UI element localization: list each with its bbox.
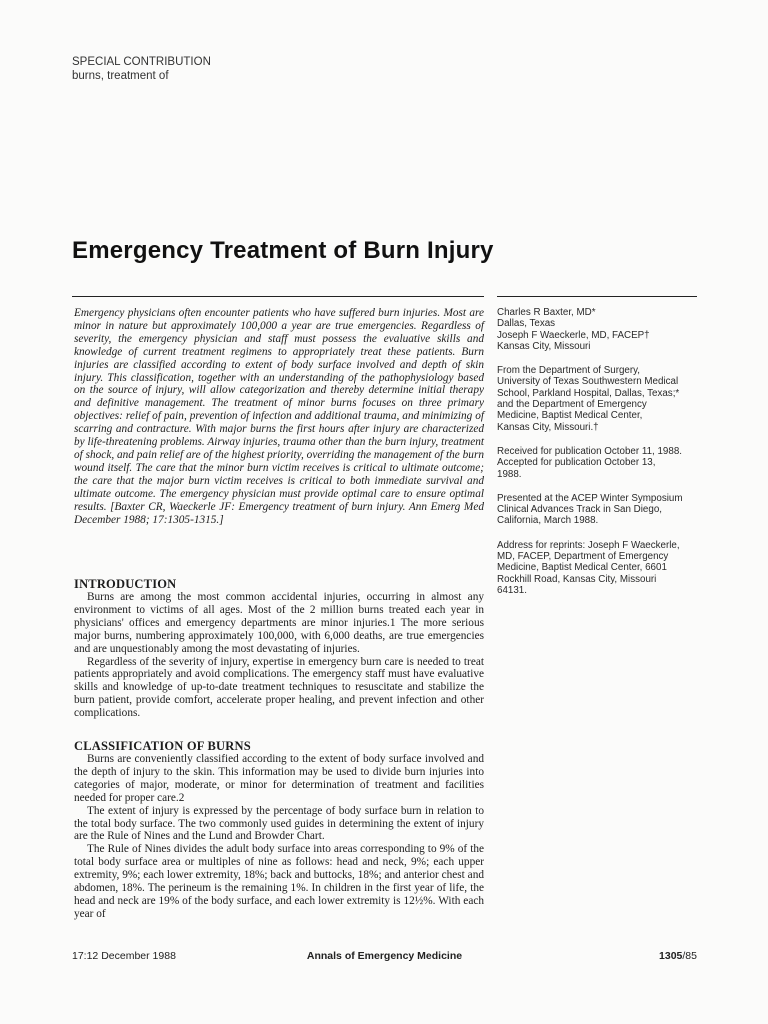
affiliation-note (497, 365, 707, 433)
affiliation-line: From the Department of Surgery, (497, 365, 641, 377)
reprints-line: 64131. (497, 584, 527, 596)
sidebar (497, 307, 707, 609)
article-title: Emergency Treatment of Burn Injury (72, 237, 494, 264)
title-rule-sidebar (497, 296, 697, 297)
section-kicker: SPECIAL CONTRIBUTION (72, 56, 211, 68)
affiliation-line: University of Texas Southwestern Medical (497, 376, 679, 388)
presented-line: Clinical Advances Track in San Diego, (497, 504, 662, 516)
affiliation-line: School, Parkland Hospital, Dallas, Texas;* (497, 387, 680, 399)
paragraph: The Rule of Nines divides the adult body surface into areas corresponding to 9% of the total body surface area or multiples of nine as follows: head and neck, 9%; each upper extremity, 9%; each lower extremity, 18%; back and buttocks, 18%; and anterior chest and abdomen, 18%. The perineum is the remaining 1%. In children in the first year of life, the head and neck are 19% of the body surface, and each lower extremity is 12½%. With each year of (74, 843, 484, 920)
footer-issue: 17:12 December 1988 (72, 950, 176, 962)
reprints-line: Medicine, Baptist Medical Center, 6601 (497, 562, 667, 574)
publication-dates (497, 446, 707, 480)
author-line: Dallas, Texas (497, 318, 556, 330)
page-number-suffix: /85 (682, 950, 697, 962)
affiliation-line: Medicine, Baptist Medical Center, (497, 410, 643, 422)
page-footer (72, 950, 697, 964)
main-column (74, 307, 484, 526)
reprints-address (497, 540, 707, 596)
footer-journal: Annals of Emergency Medicine (306, 950, 463, 962)
author-list (497, 307, 707, 352)
affiliation-line: Kansas City, Missouri.† (497, 421, 599, 433)
page-number: 1305 (659, 950, 683, 962)
section-body-classification (74, 753, 484, 921)
reprints-line: MD, FACEP, Department of Emergency (497, 551, 669, 563)
section-subkicker: burns, treatment of (72, 70, 169, 82)
footer-page-number (659, 950, 697, 962)
dates-line: Accepted for publication October 13, (497, 457, 656, 469)
affiliation-line: and the Department of Emergency (497, 399, 647, 411)
reprints-line: Rockhill Road, Kansas City, Missouri (497, 573, 657, 585)
reprints-line: Address for reprints: Joseph F Waeckerle, (497, 539, 680, 551)
presented-line: Presented at the ACEP Winter Symposium (497, 492, 683, 504)
section-label (72, 55, 211, 83)
title-rule-main (72, 296, 484, 297)
section-body-introduction (74, 591, 484, 720)
author-line: Charles R Baxter, MD* (497, 307, 596, 318)
dates-line: Received for publication October 11, 1988. (497, 445, 682, 457)
presentation-note (497, 493, 707, 527)
section-heading-classification: CLASSIFICATION OF BURNS (74, 739, 251, 753)
presented-line: California, March 1988. (497, 515, 599, 527)
author-line: Kansas City, Missouri (497, 340, 591, 352)
paragraph: The extent of injury is expressed by the percentage of body surface burn in relation to the total body surface. The two commonly used guides in determining the extent of injury are the Rule of Nines and the Lund and Browder Chart. (74, 804, 484, 843)
section-heading-introduction: INTRODUCTION (74, 577, 177, 591)
paragraph: Burns are conveniently classified according to the extent of body surface involved and the depth of injury to the skin. This information may be used to divide burn injuries into categories of major, moderate, or minor for determination of treatment and facilities needed for proper care.2 (74, 753, 484, 804)
author-line: Joseph F Waeckerle, MD, FACEP† (497, 329, 650, 341)
abstract: Emergency physicians often encounter patients who have suffered burn injuries. Most are minor in nature but approximately 100,000 a year are true emergencies. Regardless of severity, the emergency physician and staff must possess the evaluative skills and knowledge of current treatment regimens to appropriately treat these patients. Burn injuries are classified according to extent of body surface involved and depth of skin injury. This classification, together with an understanding of the pathophysiology based on the source of injury, will allow categorization and thereby determine initial therapy and definitive management. The treatment of minor burns focuses on three primary objectives: relief of pain, prevention of infection and additional trauma, and minimizing of scarring and contracture. With major burns the first hours after injury are characterized by life-threatening problems. Airway injuries, trauma other than the burn injury, treatment of shock, and pain relief are of the highest priority, overriding the management of the burn wound itself. The care that the minor burn victim receives is critical to ultimate outcome; the care that the major burn victim receives is critical to both immediate survival and ultimate outcome. The emergency physician must provide optimal care to ensure optimal results. [Baxter CR, Waeckerle JF: Emergency treatment of burn injury. Ann Emerg Med December 1988; 17:1305-1315.] (74, 307, 484, 526)
dates-line: 1988. (497, 468, 522, 480)
paragraph: Regardless of the severity of injury, expertise in emergency burn care is needed to treat patients appropriately and avoid complications. The emergency staff must have evaluative skills and knowledge of up-to-date treatment techniques to resuscitate and stabilize the burn patient, provide comfort, accelerate proper healing, and prevent infection and other complications. (74, 655, 484, 720)
paragraph: Burns are among the most common accidental injuries, occurring in almost any environment to victims of all ages. Most of the 2 million burns treated each year in physicians' offices and emergency departments are minor injuries.1 The more serious major burns, numbering approximately 100,000, with 6,000 deaths, are true emergencies and are unquestionably among the most devastating of injuries. (74, 591, 484, 655)
